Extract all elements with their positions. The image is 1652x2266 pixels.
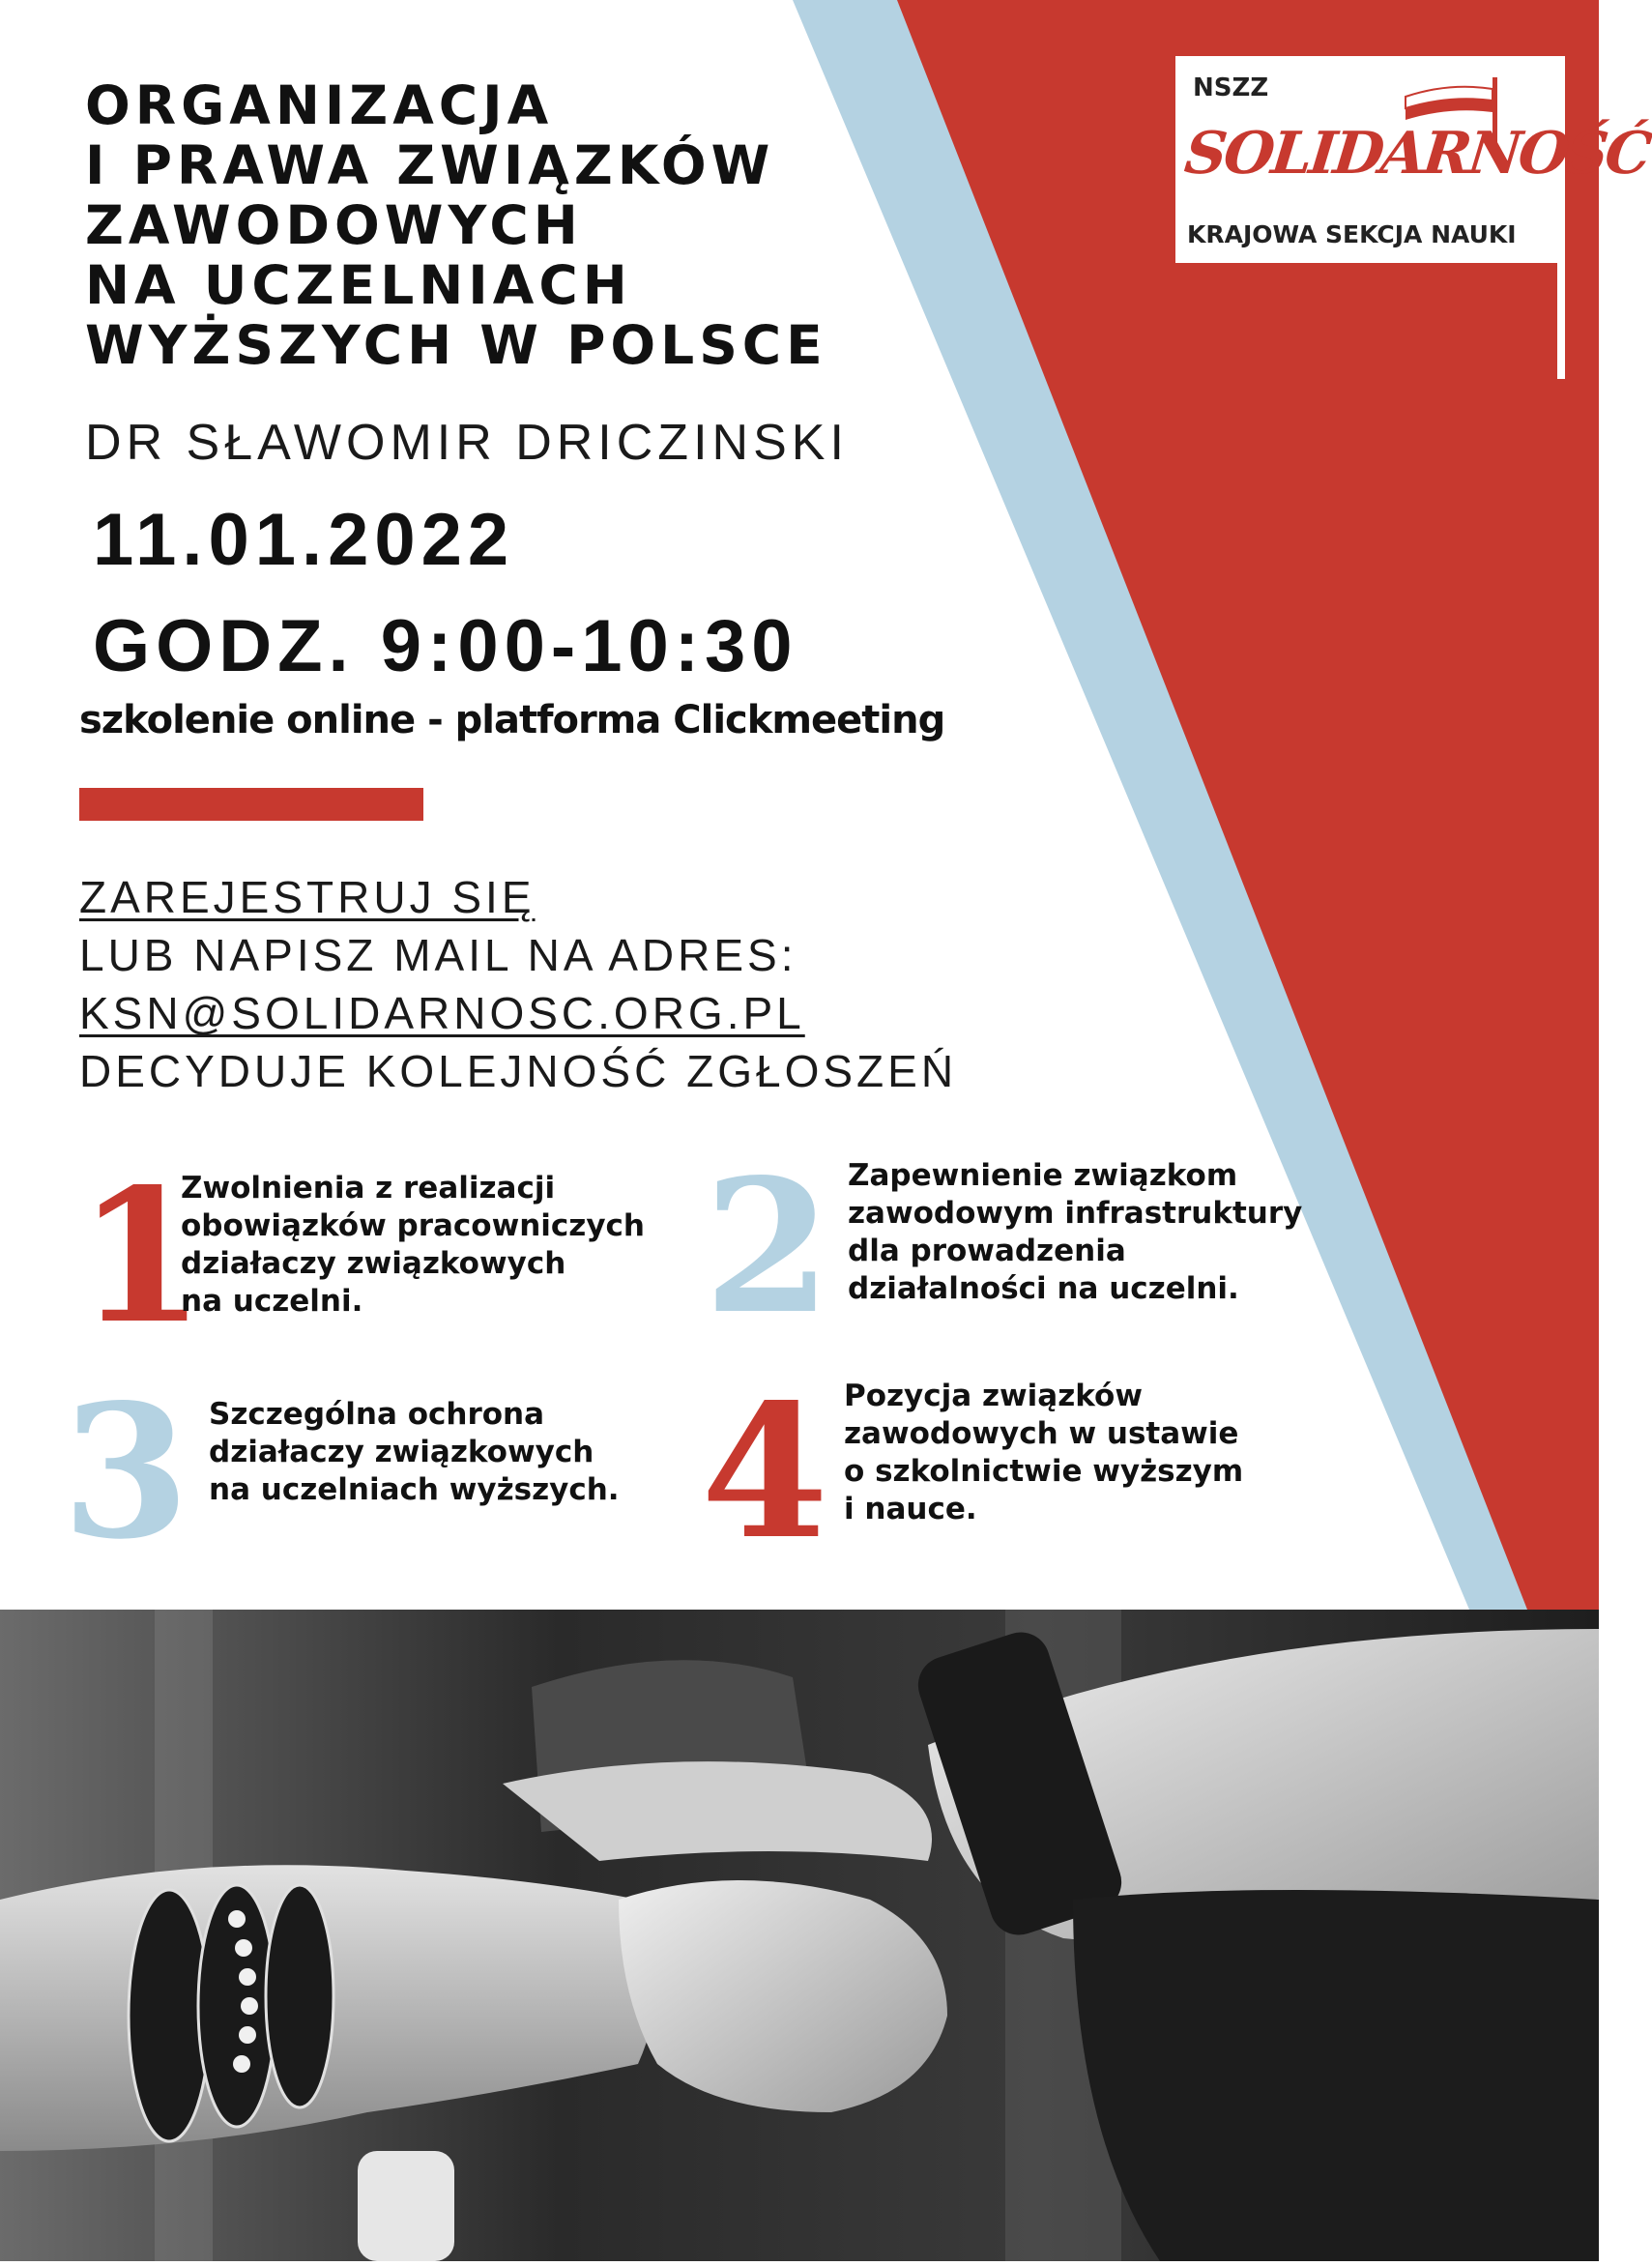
point-line: działaczy związkowych	[209, 1435, 594, 1469]
title-line: NA UCZELNIACH	[85, 254, 632, 316]
point-line: o szkolnictwie wyższym	[844, 1454, 1244, 1489]
email-link[interactable]: KSN@SOLIDARNOSC.ORG.PL	[79, 988, 805, 1038]
point-text-2	[848, 1157, 1302, 1308]
red-divider	[79, 788, 423, 821]
solidarnosc-logo	[1175, 56, 1652, 263]
point-line: na uczelniach wyższych.	[209, 1472, 620, 1507]
point-line: Zwolnienia z realizacji	[181, 1171, 556, 1206]
point-number-2: 2	[704, 1139, 832, 1354]
point-line: działalności na uczelni.	[848, 1271, 1239, 1306]
title-line: ORGANIZACJA	[85, 74, 554, 136]
point-number-3: 3	[62, 1364, 190, 1580]
point-line: dla prowadzenia	[848, 1234, 1126, 1268]
title-line: ZAWODOWYCH	[85, 194, 583, 256]
point-line: Pozycja związków	[844, 1379, 1143, 1413]
order-note: DECYDUJE KOLEJNOŚĆ ZGŁOSZEŃ	[79, 1046, 958, 1096]
logo-wordmark: SOLIDARNOŚĆ	[1181, 120, 1652, 188]
title-line: WYŻSZYCH W POLSCE	[85, 314, 827, 376]
event-time: GODZ. 9:00-10:30	[93, 605, 798, 687]
point-line: Szczególna ochrona	[209, 1397, 545, 1432]
speaker-name: DR SŁAWOMIR DRICZINSKI	[85, 415, 849, 471]
point-line: zawodowych w ustawie	[844, 1416, 1239, 1451]
point-line: na uczelni.	[181, 1284, 363, 1319]
point-line: i nauce.	[844, 1492, 977, 1526]
point-text-4	[844, 1378, 1243, 1528]
point-text-1	[181, 1170, 645, 1321]
fist-bump-photo	[0, 1610, 1599, 2261]
mail-instruction: LUB NAPISZ MAIL NA ADRES:	[79, 930, 797, 980]
photo-illustration	[0, 1610, 1599, 2261]
point-line: Zapewnienie związkom	[848, 1158, 1238, 1193]
point-line: zawodowym infrastruktury	[848, 1196, 1303, 1231]
point-text-3	[209, 1396, 620, 1509]
point-line: obowiązków pracowniczych	[181, 1208, 646, 1243]
logo-nszz-text: NSZZ	[1193, 73, 1269, 102]
point-line: działaczy związkowych	[181, 1246, 566, 1281]
point-number-4: 4	[701, 1364, 829, 1580]
logo-flagpole	[1557, 242, 1565, 379]
register-link[interactable]: ZAREJESTRUJ SIĘ	[79, 872, 536, 922]
point-number-1: 1	[77, 1148, 206, 1364]
event-title	[85, 74, 827, 376]
title-line: I PRAWA ZWIĄZKÓW	[85, 134, 775, 196]
event-date: 11.01.2022	[93, 499, 515, 581]
event-format: szkolenie online - platforma Clickmeeting	[79, 698, 945, 742]
logo-subtitle: KRAJOWA SEKCJA NAUKI	[1187, 220, 1517, 248]
